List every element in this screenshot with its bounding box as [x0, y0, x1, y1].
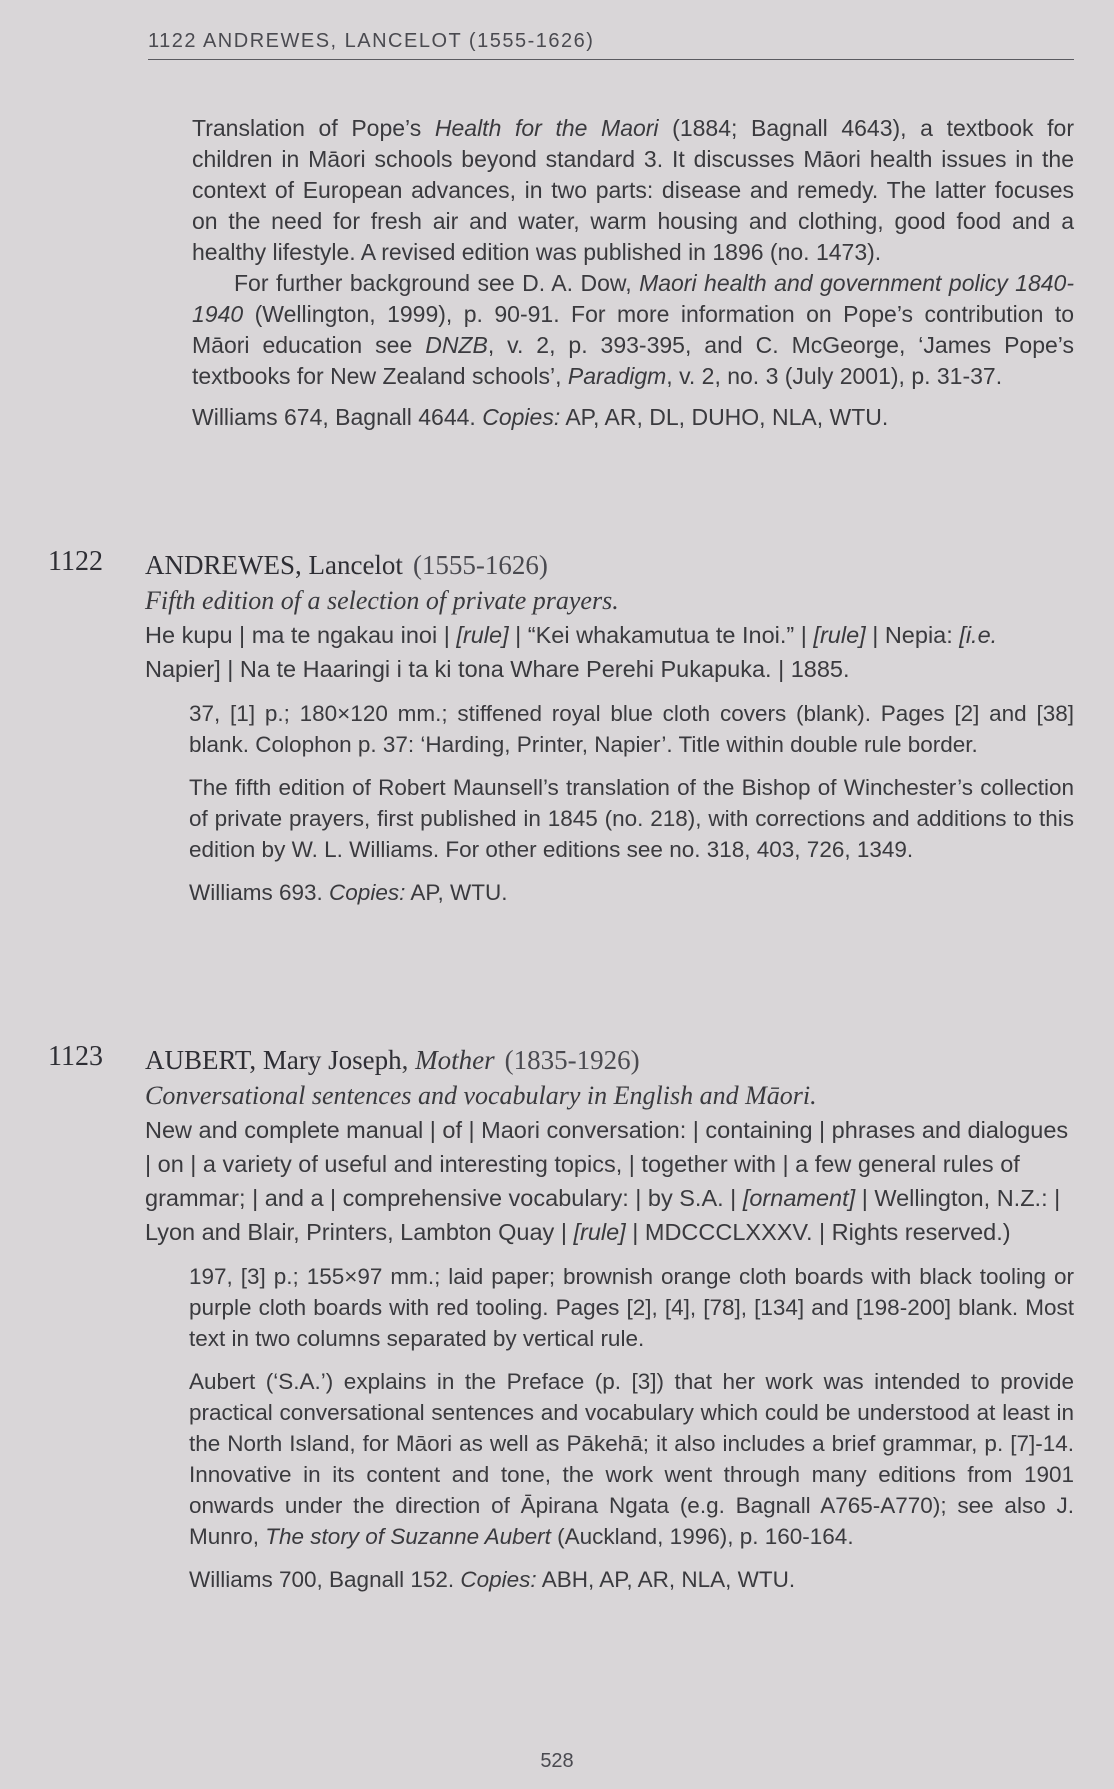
entry-heading: ANDREWES, Lancelot (1555-1626) [145, 550, 548, 580]
uniform-title: Fifth edition of a selection of private prayers. [145, 586, 619, 615]
entry-note: Aubert (‘S.A.’) explains in the Preface (p. [3]) that her work was intended to provide practical conversational sentences and vocabulary which could be understood at least in the North Island, for Māori as well as Pākehā; it also includes a brief grammar, p. [7]-14. Innovative in its content and tone, the work went through many editions from 1901 onwards under the direction of Āpirana Ngata (e.g. Bagnall A765-A770); see also J. Munro, The story of Suzanne Aubert (Auckland, 1996), p. 160-164. [189, 1369, 1074, 1549]
title-transcription: He kupu | ma te ngakau inoi | [rule] | “Kei whakamutua te Inoi.” | [rule] | Nepia: [i.e. Napier] | Na te Haaringi i ta ki tona Whare Perehi Pukapuka. | 1885. [145, 622, 998, 682]
entry-notes [189, 698, 1074, 908]
page-number: 528 [540, 1750, 574, 1772]
entry-number: 1123 [48, 1041, 103, 1072]
entry-1123 [48, 1041, 1074, 1595]
title-transcription: New and complete manual | of | Maori conversation: | containing | phrases and dialogues | on | a variety of useful and interesting topics, | together with | a few general rules of grammar; | and a | comprehensive vocabulary: | by S.A. | [ornament] | Wellington, N.Z.: | Lyon and Blair, Printers, Lambton Quay | [rule] | MDCCCLXXXV. | Rights reserved.) [145, 1117, 1069, 1245]
continued-paragraph-2: For further background see D. A. Dow, Maori health and government policy 1840-1940 (Wellington, 1999), p. 90-91. For more information on Pope’s contribution to Māori education see DNZB, v. 2, p. 393-395, and C. McGeorge, ‘James Pope’s textbooks for New Zealand schools’, Paradigm, v. 2, no. 3 (July 2001), p. 31-37. [192, 270, 1075, 389]
holdings: Williams 693. Copies: AP, WTU. [189, 880, 508, 905]
continued-paragraph-1: Translation of Pope’s Health for the Maori (1884; Bagnall 4643), a textbook for children in Māori schools beyond standard 3. It discusses Māori health issues in the context of European advances, in two parts: disease and remedy. The latter focuses on the need for fresh air and water, warm housing and clothing, good food and a healthy lifestyle. A revised edition was published in 1896 (no. 1473). [192, 115, 1074, 265]
entry-heading: AUBERT, Mary Joseph, Mother (1835-1926) [145, 1045, 640, 1075]
running-head: 1122 ANDREWES, LANCELOT (1555-1626) [148, 30, 1074, 60]
continued-entry-text [192, 113, 1074, 433]
physical-description: 37, [1] p.; 180×120 mm.; stiffened royal blue cloth covers (blank). Pages [2] and [38] blank. Colophon p. 37: ‘Harding, Printer, Napier’. Title within double rule border. [189, 701, 1074, 757]
entry-note: The fifth edition of Robert Maunsell’s translation of the Bishop of Winchester’s collection of private prayers, first published in 1845 (no. 218), with corrections and additions to this edition by W. L. Williams. For other editions see no. 318, 403, 726, 1349. [189, 775, 1074, 862]
entry-1122 [48, 546, 1074, 908]
entry-notes [189, 1261, 1074, 1595]
holdings: Williams 700, Bagnall 152. Copies: ABH, AP, AR, NLA, WTU. [189, 1567, 796, 1592]
physical-description: 197, [3] p.; 155×97 mm.; laid paper; brownish orange cloth boards with black tooling or purple cloth boards with red tooling. Pages [2], [4], [78], [134] and [198-200] blank. Most text in two columns separated by vertical rule. [189, 1264, 1074, 1351]
uniform-title: Conversational sentences and vocabulary in English and Māori. [145, 1081, 817, 1110]
continued-holdings: Williams 674, Bagnall 4644. Copies: AP, AR, DL, DUHO, NLA, WTU. [192, 404, 889, 430]
entry-number: 1122 [48, 546, 103, 577]
